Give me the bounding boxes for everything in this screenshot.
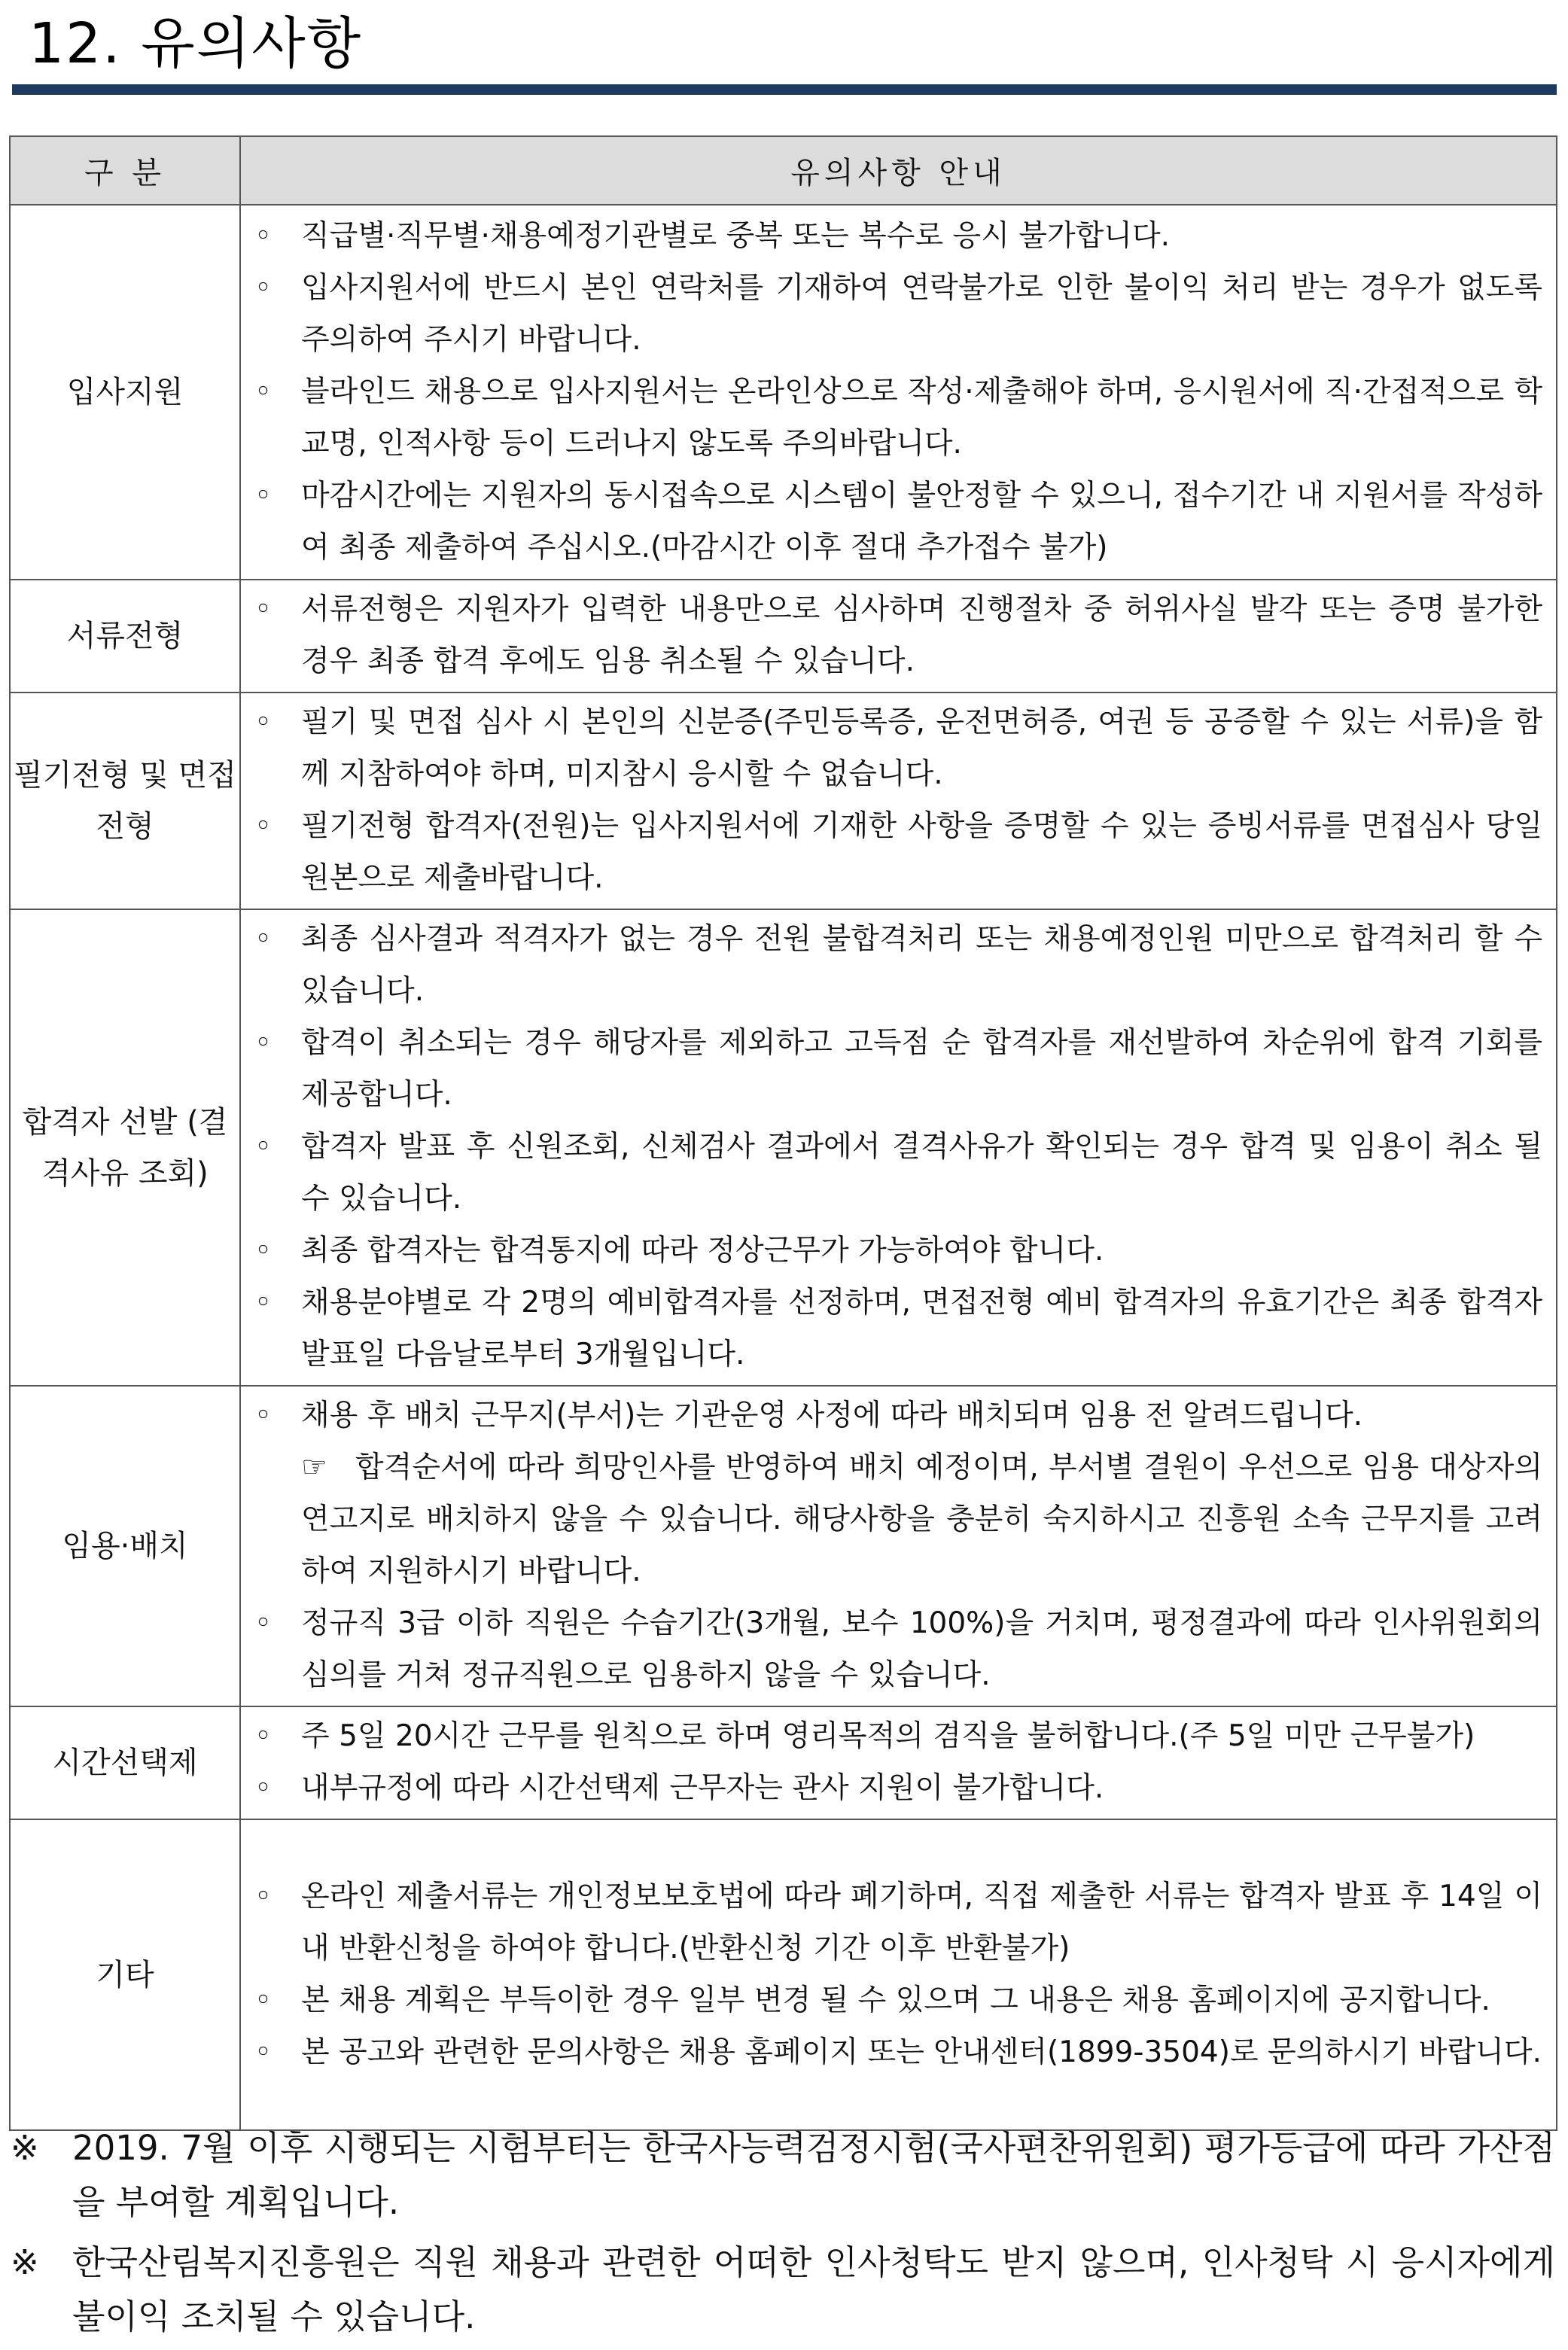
bullet-icon: ◦ xyxy=(254,1026,272,1060)
bullet-icon: ◦ xyxy=(254,1606,272,1640)
reference-mark-icon: ※ xyxy=(11,2128,39,2168)
item-text: 합격순서에 따라 희망인사를 반영하여 배치 예정이며, 부서별 결원이 우선으로 임용 대상자의 연고지로 배치하지 않을 수 있습니다. 해당사항을 충분히 숙지하시고 진흥원 소속 근무지를 고려하여 지원하시기 바랍니다. xyxy=(301,1450,1542,1588)
page-title: 12. 유의사항 xyxy=(29,11,363,76)
bullet-icon: ◦ xyxy=(254,1286,272,1320)
list-item xyxy=(254,1974,1542,2026)
bullet-icon: ◦ xyxy=(254,705,272,739)
item-text: 최종 심사결과 적격자가 없는 경우 전원 불합격처리 또는 채용예정인원 미만으로 합격처리 할 수 있습니다. xyxy=(301,922,1542,1008)
table-row xyxy=(10,909,1557,1386)
footnote xyxy=(11,2121,1555,2230)
list-item xyxy=(254,470,1542,574)
item-text: 본 공고와 관련한 문의사항은 채용 홈페이지 또는 안내센터(1899-3504)로 문의하시기 바랍니다. xyxy=(301,2035,1542,2069)
row-content xyxy=(240,693,1557,909)
row-content xyxy=(240,909,1557,1386)
item-text: 필기 및 면접 심사 시 본인의 신분증(주민등록증, 운전면허증, 여권 등 공증할 수 있는 서류)을 함께 지참하여야 하며, 미지참시 응시할 수 없습니다. xyxy=(301,705,1542,791)
item-text: 채용분야별로 각 2명의 예비합격자를 선정하며, 면접전형 예비 합격자의 유효기간은 최종 합격자 발표일 다음날로부터 3개월입니다. xyxy=(301,1286,1542,1371)
row-category: 필기전형 및 면접전형 xyxy=(10,693,240,909)
title-rule xyxy=(12,84,1557,95)
reference-mark-icon: ※ xyxy=(11,2242,39,2282)
list-item xyxy=(254,1762,1542,1814)
bullet-icon: ◦ xyxy=(254,922,272,956)
row-content xyxy=(240,1706,1557,1819)
list-item xyxy=(254,1441,1542,1597)
bullet-icon: ◦ xyxy=(254,1719,272,1753)
list-item xyxy=(254,262,1542,366)
item-text: 서류전형은 지원자가 입력한 내용만으로 심사하며 진행절차 중 허위사실 발각 또는 증명 불가한 경우 최종 합격 후에도 임용 취소될 수 있습니다. xyxy=(301,592,1542,678)
row-category: 기타 xyxy=(10,1819,240,2130)
row-category: 입사지원 xyxy=(10,205,240,580)
list-item xyxy=(254,1390,1542,1441)
header-category: 구 분 xyxy=(10,136,240,205)
table-header-row xyxy=(10,136,1557,205)
bullet-icon: ◦ xyxy=(254,1771,272,1805)
pointing-hand-icon: ☞ xyxy=(301,1450,327,1484)
bullet-icon: ◦ xyxy=(254,1399,272,1432)
table-row xyxy=(10,693,1557,909)
item-text: 마감시간에는 지원자의 동시접속으로 시스템이 불안정할 수 있으니, 접수기간 내 지원서를 작성하여 최종 제출하여 주십시오.(마감시간 이후 절대 추가접수 불가) xyxy=(301,478,1542,565)
bullet-icon: ◦ xyxy=(254,478,272,513)
list-item xyxy=(254,366,1542,470)
bullet-icon: ◦ xyxy=(254,2035,272,2069)
notice-table xyxy=(9,135,1557,2131)
table-row xyxy=(10,580,1557,693)
item-text: 직급별·직무별·채용예정기관별로 중복 또는 복수로 응시 불가합니다. xyxy=(301,218,1171,253)
list-item xyxy=(254,1597,1542,1701)
footnote xyxy=(11,2236,1555,2344)
item-text: 합격이 취소되는 경우 해당자를 제외하고 고득점 순 합격자를 재선발하여 차순위에 합격 기회를 제공합니다. xyxy=(301,1026,1542,1112)
item-text: 채용 후 배치 근무지(부서)는 기관운영 사정에 따라 배치되며 임용 전 알려드립니다. xyxy=(301,1399,1363,1432)
list-item xyxy=(254,1121,1542,1225)
list-item xyxy=(254,1017,1542,1121)
row-content xyxy=(240,1819,1557,2130)
bullet-icon: ◦ xyxy=(254,374,272,409)
bullet-icon: ◦ xyxy=(254,809,272,843)
row-category: 합격자 선발 (결격사유 조회) xyxy=(10,909,240,1386)
item-text: 필기전형 합격자(전원)는 입사지원서에 기재한 사항을 증명할 수 있는 증빙서류를 면접심사 당일 원본으로 제출바랍니다. xyxy=(301,809,1542,895)
bullet-icon: ◦ xyxy=(254,1234,272,1268)
bullet-icon: ◦ xyxy=(254,1130,272,1164)
list-item xyxy=(254,1277,1542,1380)
row-content xyxy=(240,205,1557,580)
list-item xyxy=(254,696,1542,800)
table-row xyxy=(10,1819,1557,2130)
list-item xyxy=(254,913,1542,1017)
item-text: 정규직 3급 이하 직원은 수습기간(3개월, 보수 100%)을 거치며, 평정결과에 따라 인사위원회의 심의를 거쳐 정규직원으로 임용하지 않을 수 있습니다. xyxy=(301,1606,1542,1692)
footnotes xyxy=(11,2121,1555,2350)
item-text: 합격자 발표 후 신원조회, 신체검사 결과에서 결격사유가 확인되는 경우 합격 및 임용이 취소 될 수 있습니다. xyxy=(301,1130,1542,1216)
footnote-text: 2019. 7월 이후 시행되는 시험부터는 한국사능력검정시험(국사편찬위원회) 평가등급에 따라 가산점을 부여할 계획입니다. xyxy=(72,2128,1555,2222)
table-row xyxy=(10,1386,1557,1706)
footnote-text: 한국산림복지진흥원은 직원 채용과 관련한 어떠한 인사청탁도 받지 않으며, 인사청탁 시 응시자에게 불이익 조치될 수 있습니다. xyxy=(72,2242,1555,2336)
item-text: 블라인드 채용으로 입사지원서는 온라인상으로 작성·제출해야 하며, 응시원서에 직·간접적으로 학교명, 인적사항 등이 드러나지 않도록 주의바랍니다. xyxy=(301,374,1542,461)
bullet-icon: ◦ xyxy=(254,1879,272,1913)
bullet-icon: ◦ xyxy=(254,592,272,626)
list-item xyxy=(254,800,1542,904)
bullet-icon: ◦ xyxy=(254,218,272,253)
bullet-icon: ◦ xyxy=(254,270,272,305)
list-item xyxy=(254,1871,1542,1974)
list-item xyxy=(254,2026,1542,2078)
row-content xyxy=(240,1386,1557,1706)
item-text: 본 채용 계획은 부득이한 경우 일부 변경 될 수 있으며 그 내용은 채용 홈페이지에 공지합니다. xyxy=(301,1983,1490,2017)
list-item xyxy=(254,210,1542,262)
item-text: 주 5일 20시간 근무를 원칙으로 하며 영리목적의 겸직을 불허합니다.(주 5일 미만 근무불가) xyxy=(301,1719,1475,1753)
item-text: 입사지원서에 반드시 본인 연락처를 기재하여 연락불가로 인한 불이익 처리 받는 경우가 없도록 주의하여 주시기 바랍니다. xyxy=(301,270,1542,357)
item-text: 최종 합격자는 합격통지에 따라 정상근무가 가능하여야 합니다. xyxy=(301,1234,1104,1268)
header-content: 유의사항 안내 xyxy=(240,136,1557,205)
bullet-icon: ◦ xyxy=(254,1983,272,2017)
list-item xyxy=(254,583,1542,687)
row-category: 서류전형 xyxy=(10,580,240,693)
item-text: 내부규정에 따라 시간선택제 근무자는 관사 지원이 불가합니다. xyxy=(301,1771,1104,1805)
list-item xyxy=(254,1225,1542,1277)
row-category: 시간선택제 xyxy=(10,1706,240,1819)
table-row xyxy=(10,1706,1557,1819)
list-item xyxy=(254,1710,1542,1762)
item-text: 온라인 제출서류는 개인정보보호법에 따라 폐기하며, 직접 제출한 서류는 합격자 발표 후 14일 이내 반환신청을 하여야 합니다.(반환신청 기간 이후 반환불가) xyxy=(301,1879,1542,1965)
row-category: 임용·배치 xyxy=(10,1386,240,1706)
table-row xyxy=(10,205,1557,580)
row-content xyxy=(240,580,1557,693)
